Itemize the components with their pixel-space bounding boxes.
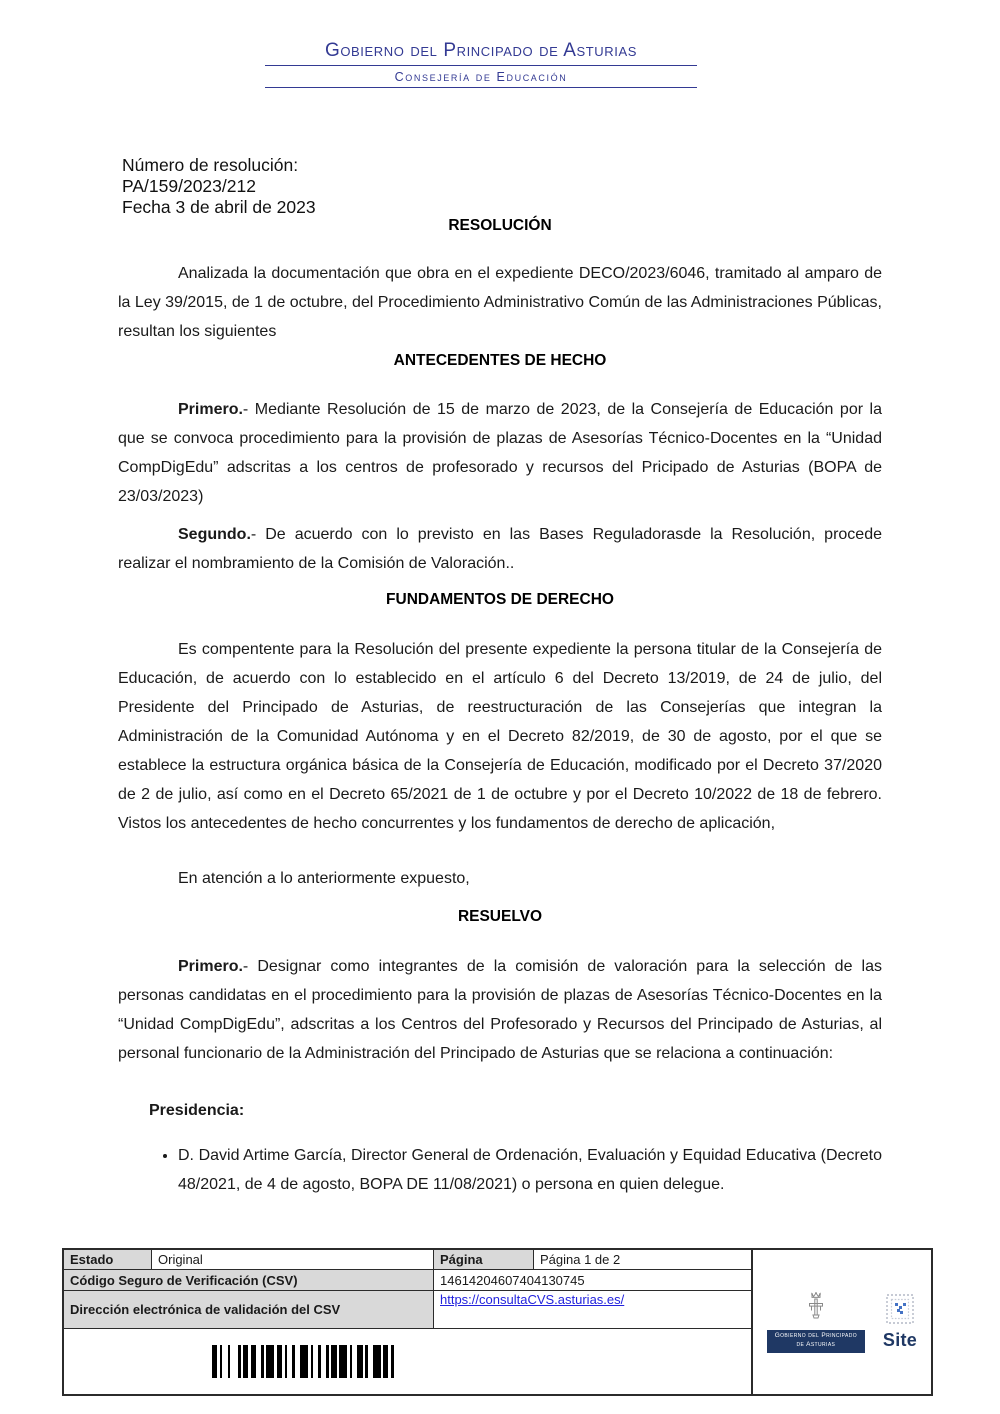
title-antecedentes: ANTECEDENTES DE HECHO [393, 352, 607, 369]
antecedente-segundo-label: Segundo. [178, 526, 251, 543]
title-presidencia: Presidencia: [149, 1102, 245, 1119]
letterhead [265, 40, 697, 88]
csv-validation-link[interactable]: https://consultaCVS.asturias.es/ [440, 1292, 625, 1307]
csv-value-cell: 14614204607404130745 [434, 1270, 751, 1291]
pagina-value-cell: Página 1 de 2 [534, 1250, 751, 1270]
site-logo-text: Site [882, 1329, 918, 1350]
presidencia-list [118, 1141, 882, 1199]
csv-url-label-cell: Dirección electrónica de validación del CSV [64, 1291, 434, 1329]
antecedente-segundo [118, 520, 882, 578]
gov-logo-bar: Gobierno del Principado de Asturias [767, 1330, 865, 1353]
pagina-label-cell: Página [434, 1250, 534, 1270]
gov-logo [767, 1292, 865, 1353]
presidencia-list-item: • D. David Artime García, Director General de Ordenación, Evaluación y Equidad Educativa (Decreto 48/2021, de 4 de agosto, BOPA DE 11/08/2021) o persona en quien delegue. [178, 1141, 882, 1199]
intro-paragraph: Analizada la documentación que obra en el expediente DECO/2023/6046, tramitado al amparo de la Ley 39/2015, de 1 de octubre, del Procedimiento Administrativo Común de las Administraciones Públicas, resultan los siguientes [118, 265, 882, 340]
resolution-number: PA/159/2023/212 [122, 176, 256, 196]
resuelvo-primero [118, 952, 882, 1068]
asturias-crest-icon [806, 1292, 826, 1325]
validation-table [64, 1250, 753, 1394]
resolution-date: Fecha 3 de abril de 2023 [122, 197, 316, 217]
antecedente-segundo-text: - De acuerdo con lo previsto en las Bases Reguladorasde la Resolución, procede realizar el nombramiento de la Comisión de Valoración.. [118, 526, 882, 572]
validation-footer [62, 1248, 933, 1396]
resuelvo-primero-label: Primero. [178, 958, 243, 975]
footer-logos [753, 1250, 931, 1394]
resuelvo-primero-text: - Designar como integrantes de la comisión de valoración para la selección de las personas candidatas en el procedimiento para la provisión de plazas de Asesorías Técnico-Docentes en la “Unidad CompDigEdu”, adscritas a los Centros del Profesorado y Recursos del Principado de Asturias, al personal funcionario de la Administración del Principado de Asturias que se relaciona a continuación: [118, 958, 882, 1062]
letterhead-dept: Consejería de Educación [265, 66, 697, 88]
antecedente-primero [118, 395, 882, 511]
antecedente-primero-text: - Mediante Resolución de 15 de marzo de 2023, de la Consejería de Educación por la que se convoca procedimiento para la provisión de plazas de Asesorías Técnico-Docentes en la “Unidad CompDigEdu” adscritas a los centros de profesorado y recursos del Pricipado de Asturias (BOPA de 23/03/2023) [118, 401, 882, 505]
barcode [212, 1345, 399, 1378]
antecedente-primero-label: Primero. [178, 401, 243, 418]
fundamentos-paragraph: Es compentente para la Resolución del presente expediente la persona titular de la Consejería de Educación, de acuerdo con lo establecido en el artículo 6 del Decreto 13/2019, de 24 de julio, del Presidente del Principado de Asturias, de reestructuración de las Consejerías que integran la Administración de la Comunidad Autónoma y en el Decreto 82/2019, de 30 de agosto, por el que se establece la estructura orgánica básica de la Consejería de Educación, modificado por el Decreto 37/2020 de 2 de julio, así como en el Decreto 65/2021 de 1 de octubre y por el Decreto 10/2022 de 18 de febrero. Vistos los antecedentes de hecho concurrentes y los fundamentos de derecho de aplicación, [118, 641, 882, 832]
csv-url-value-cell [434, 1291, 751, 1329]
resolution-number-label: Número de resolución: [122, 155, 299, 175]
letterhead-org: Gobierno del Principado de Asturias [265, 40, 697, 66]
title-resolucion: RESOLUCIÓN [448, 217, 552, 234]
barcode-cell [64, 1329, 751, 1394]
estado-label-cell: Estado [64, 1250, 152, 1270]
site-icon [886, 1294, 914, 1327]
site-logo [883, 1294, 917, 1351]
estado-value-cell: Original [152, 1250, 434, 1270]
atencion-paragraph: En atención a lo anteriormente expuesto, [178, 870, 470, 887]
title-fundamentos: FUNDAMENTOS DE DERECHO [386, 591, 614, 608]
title-resuelvo: RESUELVO [457, 908, 543, 925]
resolution-meta [122, 155, 316, 218]
csv-label-cell: Código Seguro de Verificación (CSV) [64, 1270, 434, 1291]
